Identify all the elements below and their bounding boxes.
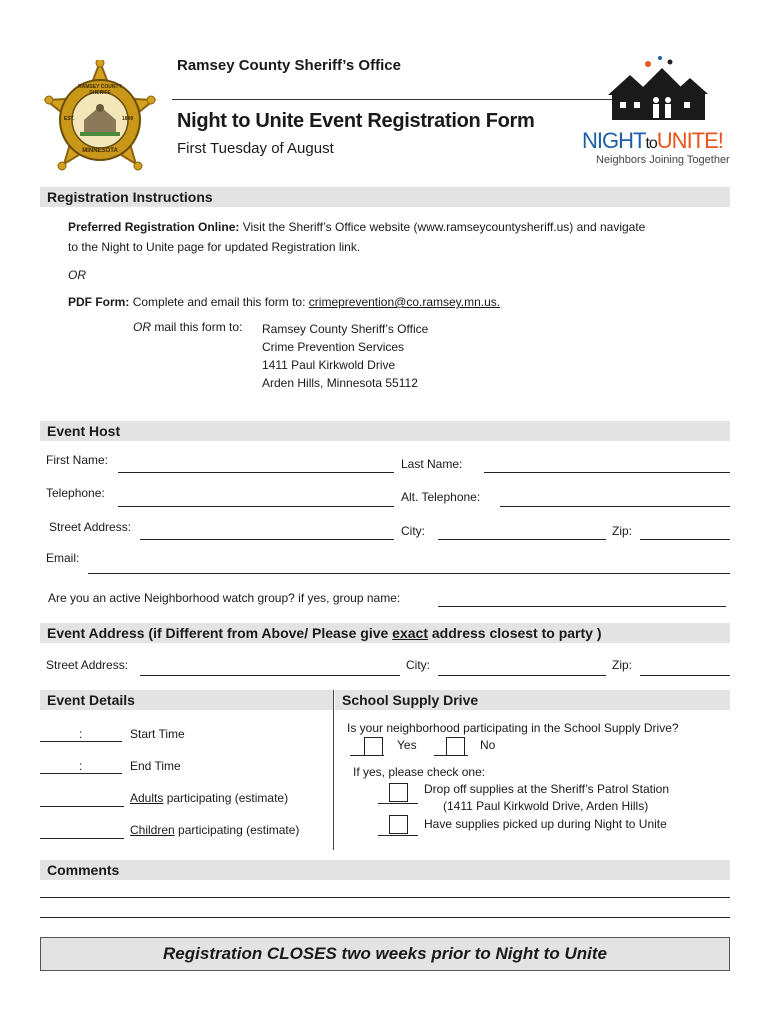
online-text: Visit the Sheriff’s Office website (www.ramseycountysheriff.us) and navigate bbox=[242, 220, 646, 234]
badge-est-right: 1849 bbox=[122, 116, 134, 122]
office-name: Ramsey County Sheriff’s Office bbox=[177, 57, 401, 74]
pdf-text: Complete and email this form to: bbox=[132, 295, 306, 309]
online-label: Preferred Registration Online: bbox=[68, 220, 240, 234]
email-link[interactable]: crimeprevention@co.ramsey.mn.us. bbox=[308, 295, 501, 309]
first-name-input[interactable] bbox=[118, 472, 394, 473]
event-street-label: Street Address: bbox=[46, 658, 129, 672]
badge-top-text: RAMSEY COUNTY SHERIFF bbox=[78, 84, 122, 96]
logo-night: NIGHT bbox=[582, 128, 646, 153]
dropoff-option-address: (1411 Paul Kirkwold Drive, Arden Hills) bbox=[443, 799, 649, 813]
event-zip-input[interactable] bbox=[640, 675, 730, 676]
adults-label-underlined: Adults bbox=[130, 791, 164, 805]
event-address-heading-em: exact bbox=[392, 625, 428, 641]
closing-notice-box bbox=[40, 937, 730, 971]
mail-text: mail this form to: bbox=[154, 320, 243, 334]
city-input[interactable] bbox=[438, 539, 606, 540]
end-time-colon: : bbox=[79, 759, 83, 773]
children-input[interactable] bbox=[40, 838, 124, 839]
email-input[interactable] bbox=[88, 573, 730, 574]
houses-icon bbox=[578, 50, 738, 130]
yes-label: Yes bbox=[397, 738, 417, 752]
children-label: participating (estimate) bbox=[174, 823, 300, 837]
email-label: Email: bbox=[46, 551, 80, 565]
or-divider: OR bbox=[68, 268, 86, 282]
alt-telephone-input[interactable] bbox=[500, 506, 730, 507]
sheriff-badge bbox=[40, 60, 160, 180]
city-label: City: bbox=[401, 524, 425, 538]
if-yes-label: If yes, please check one: bbox=[353, 765, 486, 779]
page-subtitle: First Tuesday of August bbox=[177, 140, 334, 157]
comments-line-2[interactable] bbox=[40, 917, 730, 918]
header-rule bbox=[172, 99, 618, 100]
start-time-input[interactable] bbox=[40, 741, 122, 742]
event-address-heading-pre: Event Address (if Different from Above/ Please give bbox=[47, 625, 393, 641]
school-supply-heading: School Supply Drive bbox=[335, 690, 730, 710]
first-name-label: First Name: bbox=[46, 453, 109, 467]
end-time-input[interactable] bbox=[40, 773, 122, 774]
logo-unite: UNITE! bbox=[656, 128, 723, 153]
no-label: No bbox=[480, 738, 496, 752]
end-time-label: End Time bbox=[130, 759, 181, 773]
supply-question: Is your neighborhood participating in the School Supply Drive? bbox=[347, 721, 679, 735]
comments-line-1[interactable] bbox=[40, 897, 730, 898]
children-label-underlined: Children bbox=[130, 823, 175, 837]
adults-input[interactable] bbox=[40, 806, 124, 807]
event-city-label: City: bbox=[406, 658, 430, 672]
pickup-option: Have supplies picked up during Night to Unite bbox=[424, 817, 667, 831]
logo-tagline: Neighbors Joining Together bbox=[596, 154, 730, 166]
telephone-label: Telephone: bbox=[46, 486, 105, 500]
mail-address bbox=[262, 320, 428, 392]
telephone-input[interactable] bbox=[118, 506, 394, 507]
event-host-heading: Event Host bbox=[40, 421, 730, 441]
no-checkbox[interactable] bbox=[446, 737, 465, 756]
event-zip-label: Zip: bbox=[612, 658, 633, 672]
instructions-heading: Registration Instructions bbox=[40, 187, 730, 207]
watch-group-input[interactable] bbox=[438, 606, 726, 607]
zip-input[interactable] bbox=[640, 539, 730, 540]
zip-label: Zip: bbox=[612, 524, 633, 538]
dropoff-underline bbox=[378, 803, 418, 804]
pickup-underline bbox=[378, 835, 418, 836]
pdf-label: PDF Form: bbox=[68, 295, 130, 309]
address-line: 1411 Paul Kirkwold Drive bbox=[262, 358, 396, 372]
dropoff-checkbox[interactable] bbox=[389, 783, 408, 802]
watch-group-question: Are you an active Neighborhood watch group? if yes, group name: bbox=[48, 591, 401, 605]
start-time-label: Start Time bbox=[130, 727, 185, 741]
address-line: Crime Prevention Services bbox=[262, 340, 405, 354]
adults-label: participating (estimate) bbox=[163, 791, 289, 805]
event-address-heading-post: address closest to party ) bbox=[427, 625, 602, 641]
mail-or: OR bbox=[133, 320, 151, 334]
badge-est-left: EST. bbox=[64, 116, 75, 122]
street-address-input[interactable] bbox=[140, 539, 394, 540]
badge-bottom-text: MINNESOTA bbox=[82, 148, 118, 154]
address-line: Arden Hills, Minnesota 55112 bbox=[262, 376, 418, 390]
address-line: Ramsey County Sheriff’s Office bbox=[262, 322, 429, 336]
pickup-checkbox[interactable] bbox=[389, 815, 408, 834]
section-divider bbox=[333, 690, 334, 850]
closing-notice: Registration CLOSES two weeks prior to Night to Unite bbox=[163, 944, 607, 963]
event-city-input[interactable] bbox=[438, 675, 606, 676]
logo-to: to bbox=[645, 135, 657, 152]
comments-heading: Comments bbox=[40, 860, 730, 880]
street-address-label: Street Address: bbox=[49, 520, 132, 534]
last-name-input[interactable] bbox=[484, 472, 730, 473]
last-name-label: Last Name: bbox=[401, 457, 463, 471]
alt-telephone-label: Alt. Telephone: bbox=[401, 490, 481, 504]
event-street-input[interactable] bbox=[140, 675, 400, 676]
event-details-heading: Event Details bbox=[40, 690, 333, 710]
dropoff-option: Drop off supplies at the Sheriff’s Patrol Station bbox=[424, 782, 670, 796]
start-time-colon: : bbox=[79, 727, 83, 741]
night-to-unite-logo bbox=[578, 50, 738, 176]
online-text-2: to the Night to Unite page for updated Registration link. bbox=[68, 240, 361, 254]
event-address-heading bbox=[40, 623, 730, 643]
yes-checkbox[interactable] bbox=[364, 737, 383, 756]
page-title: Night to Unite Event Registration Form bbox=[177, 110, 535, 132]
